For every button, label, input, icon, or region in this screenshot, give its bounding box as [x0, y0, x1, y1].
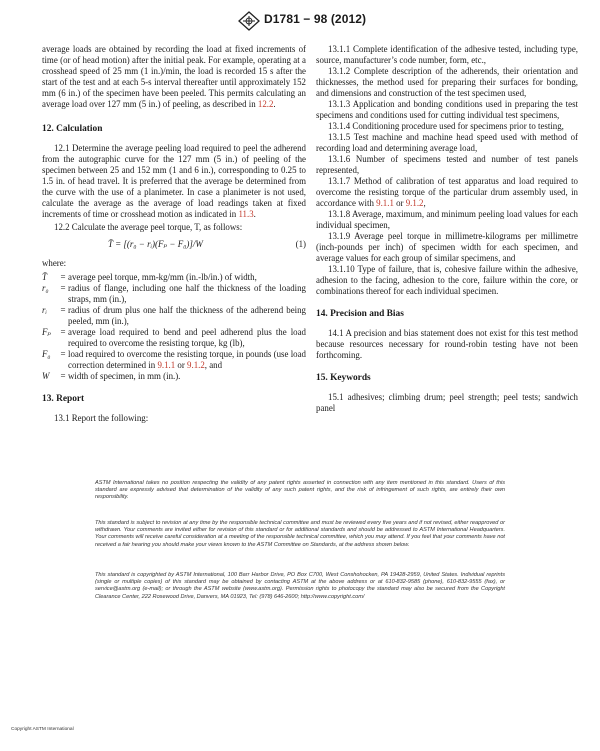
- paragraph-12-2: 12.2 Calculate the average peel torque, T, as follows:: [54, 222, 243, 232]
- intro-paragraph: average loads are obtained by recording the load at fixed increments of time (or of head motion) after the initial peak. For example, operating at a crosshead speed of 25 mm (1 in.)/min, the load is recorded 15 s after the start of the test and at each 5-s interval thereafter until approximately 152 mm (6 in.) of the specimen have been peeled. This permits calculating an average load over 127 mm (5 in.) of peeling, as described in 12.2.: [42, 44, 306, 109]
- page-footer: Copyright ASTM International: [11, 727, 74, 732]
- report-item: 13.1.10 Type of failure, that is, cohesive failure within the adhesive, adhesion to the facing, adhesion to the core, failure within the core, or combinations thereof for each individual specimen.: [316, 264, 578, 296]
- left-column: [42, 44, 306, 424]
- definition-row: rᵢ = radius of drum plus one half the thickness of the adherend being peeled, mm (in.),: [42, 305, 306, 326]
- report-item: 13.1.2 Complete description of the adherends, their orientation and thicknesses, the method used for preparing their surfaces for bonding, and dimensions and construction of the test specimen used,: [316, 66, 578, 98]
- section-link-12-2[interactable]: 12.2: [257, 99, 274, 109]
- paragraph-13-1: 13.1 Report the following:: [54, 413, 149, 423]
- equation-number: (1): [295, 239, 306, 249]
- report-item: 13.1.1 Complete identification of the adhesive tested, including type, source, manufacturer’s code number, form, etc.,: [316, 44, 578, 65]
- section-link-9-1-1[interactable]: 9.1.1: [157, 360, 176, 370]
- paragraph-14-1: 14.1 A precision and bias statement does not exist for this test method because resources necessary for round-robin testing have not been forthcoming.: [316, 328, 578, 360]
- report-item: 13.1.9 Average peel torque in millimetre-kilograms per millimetre (inch-pounds per inch) of specimen width for each specimen, and average values for each group of similar specimens, and: [316, 231, 578, 263]
- definition-row: T̄ = average peel torque, mm-kg/mm (in.-lb/in.) of width,: [42, 272, 257, 282]
- section-link-11-3[interactable]: 11.3: [238, 209, 254, 219]
- report-item: 13.1.6 Number of specimens tested and number of test panels represented,: [316, 154, 578, 175]
- astm-logo-icon: [238, 11, 260, 31]
- report-item: 13.1.3 Application and bonding conditions used in preparing the test specimens and conditions used for cutting individual test specimens,: [316, 99, 578, 120]
- section-13-title: 13. Report: [42, 394, 85, 404]
- section-12-title: 12. Calculation: [42, 124, 103, 134]
- where-label: where:: [42, 258, 67, 268]
- report-item: 13.1.5 Test machine and machine head speed used with method of recording load and determining average load,: [316, 132, 578, 153]
- document-designation: D1781 − 98 (2012): [264, 12, 367, 26]
- report-item: 13.1.7 Method of calibration of test apparatus and load required to overcome the resisting torque of the particular drum assembly used, in accordance with 9.1.1 or 9.1.2,: [316, 176, 578, 208]
- report-item: 13.1.8 Average, maximum, and minimum peeling load values for each individual specimen,: [316, 209, 578, 230]
- section-link-9-1-1[interactable]: 9.1.1: [376, 198, 394, 208]
- section-link-9-1-2[interactable]: 9.1.2: [405, 198, 424, 208]
- definition-row: Fₚ = average load required to bend and peel adherend plus the load required to overcome the resisting torque, kg (lb),: [42, 327, 306, 348]
- copyright-notice: This standard is copyrighted by ASTM International, 100 Barr Harbor Drive, PO Box C700, West Conshohocken, PA 19428-2959, United States. Individual reprints (single or multiple copies) of this standard may be obtained by contacting ASTM at the above address or at 610-832-9585 (phone), 610-832-9555 (fax), or service@astm.org (e-mail); or through the ASTM website (www.astm.org). Permission rights to photocopy the standard may also be secured from the Copyright Clearance Center, 222 Rosewood Drive, Danvers, MA 01923, Tel: (978) 646-2600; http://www.copyright.com/: [95, 571, 505, 600]
- definition-row: r₀ = radius of flange, including one half the thickness of the loading straps, mm (in.),: [42, 283, 306, 304]
- page-header: [0, 10, 600, 32]
- equation-text: T̄ = [(r₀ − rᵢ)(Fₚ − F₀)]/W: [108, 239, 203, 249]
- patent-notice: ASTM International takes no position respecting the validity of any patent rights asserted in connection with any item mentioned in this standard. Users of this standard are expressly advised that determination of the validity of any such patent rights, and the risk of infringement of such rights, are entirely their own responsibility.: [95, 479, 505, 501]
- section-14-title: 14. Precision and Bias: [316, 309, 404, 319]
- paragraph-15-1: 15.1 adhesives; climbing drum; peel strength; peel tests; sandwich panel: [316, 392, 578, 413]
- report-item: 13.1.4 Conditioning procedure used for specimens prior to testing,: [328, 121, 564, 131]
- section-link-9-1-2[interactable]: 9.1.2: [187, 360, 205, 370]
- definition-row: F₀ = load required to overcome the resisting torque, in pounds (use load correction determined in 9.1.1 or 9.1.2, and: [42, 349, 306, 370]
- right-column: [316, 44, 578, 414]
- paragraph-12-1: 12.1 Determine the average peeling load required to peel the adherend from the autographic curve for the 127 mm (5 in.) of peeling of the specimen between 25 and 152 mm (1 and 6 in.), corresponding to 0.25 to 1.5 in. of head travel. It is preferred that the average be determined from the curve with the use of a planimeter. In case a planimeter is not used, calculate the average as the average of load readings taken at fixed increments of time or crosshead motion as indicated in 11.3.: [42, 143, 306, 219]
- definition-row: W = width of specimen, in mm (in.).: [42, 371, 181, 381]
- revision-notice: This standard is subject to revision at any time by the responsible technical committee and must be reviewed every five years and if not revised, either reapproved or withdrawn. Your comments are invited either for revision of this standard or for additional standards and should be addressed to ASTM International Headquarters. Your comments will receive careful consideration at a meeting of the responsible technical committee, which you may attend. If you feel that your comments have not received a fair hearing you should make your views known to the ASTM Committee on Standards, at the address shown below.: [95, 519, 505, 548]
- equation-1: [42, 236, 306, 254]
- section-15-title: 15. Keywords: [316, 373, 371, 383]
- variable-definitions: [42, 272, 306, 382]
